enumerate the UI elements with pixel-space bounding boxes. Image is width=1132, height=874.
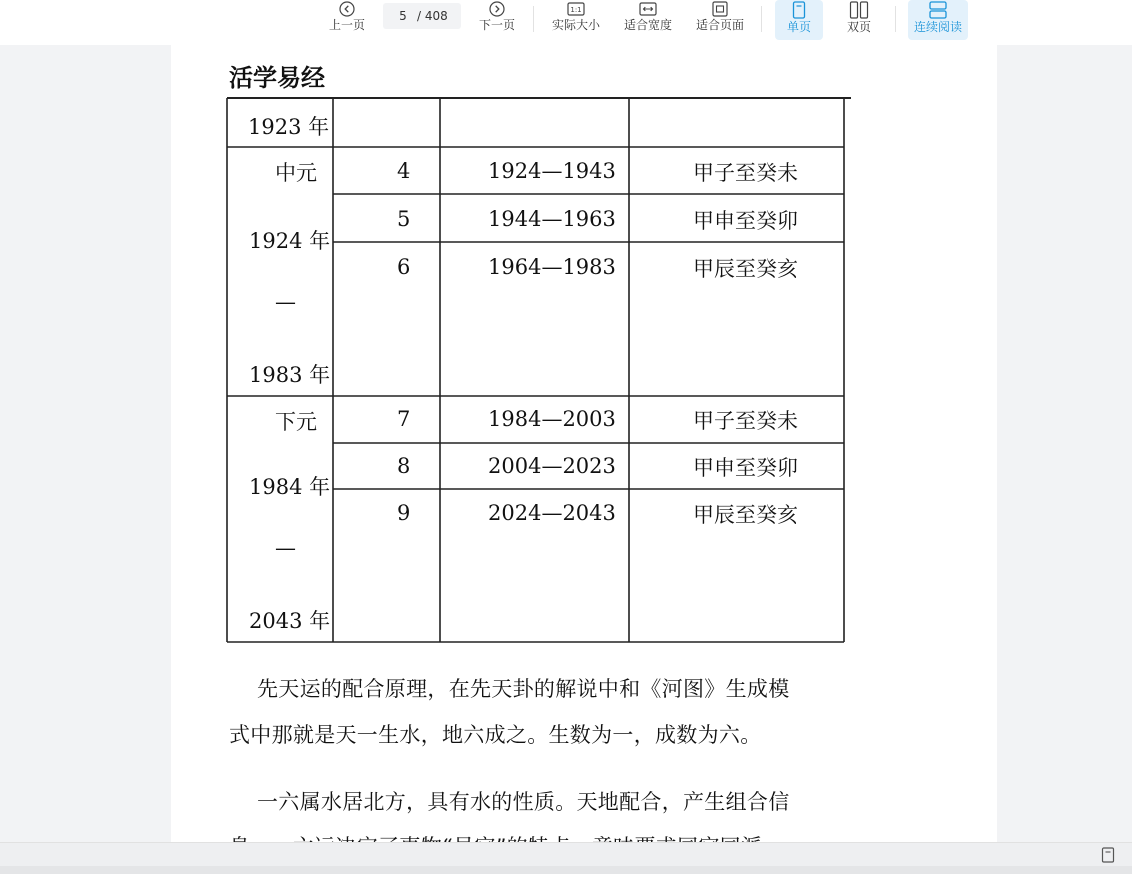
continuous-scroll-icon	[928, 1, 948, 19]
table-cell-num: 5	[397, 207, 411, 231]
table-cell-years: 2004—2023	[488, 454, 616, 478]
continuous-reading-label: 连续阅读	[913, 20, 962, 34]
single-page-button[interactable]	[775, 0, 823, 40]
current-page-input[interactable]: 5	[399, 9, 407, 23]
table-cell-era: 下元	[275, 410, 317, 434]
table-cell-dash: —	[275, 290, 296, 314]
actual-size-icon	[567, 1, 585, 17]
table-cell-years: 1924—1943	[488, 159, 616, 183]
fit-page-icon	[711, 1, 729, 17]
chevron-left-circle-icon	[339, 1, 355, 17]
table-cell-end-year: 1983 年	[249, 363, 331, 387]
page-header-title: 活学易经	[229, 64, 325, 92]
page-number-box[interactable]	[383, 3, 461, 29]
total-pages: / 408	[417, 9, 448, 23]
table-cell-cycle: 甲申至癸卯	[693, 456, 798, 480]
next-page-label: 下一页	[478, 18, 515, 32]
table-cell-start-year: 1984 年	[249, 475, 331, 499]
table-cell-start-year: 1924 年	[249, 229, 331, 253]
fit-width-button[interactable]	[622, 0, 674, 40]
chevron-right-circle-icon	[489, 1, 505, 17]
double-page-button[interactable]	[836, 0, 882, 40]
table-cell-cycle: 甲申至癸卯	[693, 209, 798, 233]
svg-text:1:1: 1:1	[570, 6, 582, 14]
table-cell-years: 1964—1983	[488, 255, 616, 279]
paragraph-line: 一六属水居北方，具有水的性质。天地配合，产生组合信	[257, 790, 790, 814]
fit-page-button[interactable]	[694, 0, 746, 40]
paragraph-line: 式中那就是天一生水，地六成之。生数为一，成数为六。	[229, 723, 762, 747]
single-page-label: 单页	[786, 20, 811, 34]
table-cell-num: 7	[397, 407, 411, 431]
single-page-icon[interactable]	[1101, 847, 1115, 863]
table-cell-cycle: 甲辰至癸亥	[693, 503, 798, 527]
paragraph-line: 先天运的配合原理，在先天卦的解说中和《河图》生成模	[257, 677, 790, 701]
fit-width-icon	[639, 1, 657, 17]
prev-page-label: 上一页	[328, 18, 365, 32]
table-cell-num: 6	[397, 255, 411, 279]
table-cell-num: 8	[397, 454, 411, 478]
double-page-label: 双页	[846, 20, 871, 34]
table-cell-cycle: 甲子至癸未	[693, 409, 798, 433]
toolbar-divider	[895, 6, 896, 32]
bottom-strip	[0, 866, 1132, 874]
double-page-icon	[849, 1, 869, 19]
table-cell-years: 1944—1963	[488, 207, 616, 231]
continuous-reading-button[interactable]	[908, 0, 968, 40]
document-page	[171, 45, 997, 842]
table-cell-num: 4	[397, 159, 411, 183]
actual-size-label: 实际大小	[551, 18, 600, 32]
fit-page-label: 适合页面	[695, 18, 744, 32]
table-cell-years: 2024—2043	[488, 501, 616, 525]
status-bar	[0, 842, 1132, 867]
table-cell-num: 9	[397, 501, 411, 525]
toolbar-divider	[761, 6, 762, 32]
table-cell-era: 中元	[275, 161, 317, 185]
prev-page-button[interactable]	[326, 0, 368, 40]
table-cell-cycle: 甲子至癸未	[693, 161, 798, 185]
actual-size-button[interactable]	[550, 0, 602, 40]
table-cell-cycle: 甲辰至癸亥	[693, 257, 798, 281]
fit-width-label: 适合宽度	[623, 18, 672, 32]
table-cell-dash: —	[275, 536, 296, 560]
table-cell-end-year: 2043 年	[249, 609, 331, 633]
table-cell-year: 1923 年	[248, 115, 330, 139]
toolbar	[0, 0, 1132, 45]
single-page-icon	[791, 1, 807, 19]
toolbar-divider	[533, 6, 534, 32]
table-cell-years: 1984—2003	[488, 407, 616, 431]
next-page-button[interactable]	[476, 0, 518, 40]
